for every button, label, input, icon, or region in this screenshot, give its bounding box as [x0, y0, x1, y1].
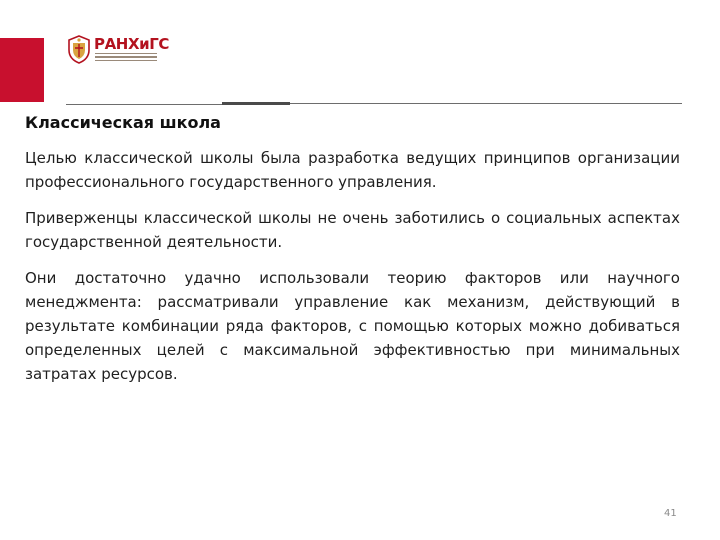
paragraph-social-aspects: Приверженцы классической школы не очень заботились о социальных аспектах государственной деятельности.	[25, 209, 680, 251]
header-divider-accent	[222, 102, 290, 105]
ranepa-logo	[66, 34, 169, 68]
page-number: 41	[664, 508, 677, 519]
paragraph-goal: Целью классической школы была разработка ведущих принципов организации профессионального государственного управления.	[25, 149, 680, 191]
logo-subtitle-lines	[95, 53, 157, 65]
header-divider-left	[66, 104, 222, 105]
slide-content	[25, 113, 680, 398]
paragraph-factors-theory: Они достаточно удачно использовали теорию факторов или научного менеджмента: рассматривали управление как механизм, действующий в результате комбинации ряда факторов, с помощью которых можно добиваться определенных целей с максимальной эффективностью при минимальных затратах ресурсов.	[25, 269, 680, 383]
crest-icon	[66, 34, 92, 64]
header-divider-right	[290, 103, 682, 104]
slide-heading: Классическая школа	[25, 113, 221, 132]
red-accent-bar	[0, 38, 44, 102]
logo-text: РАНХиГС	[94, 35, 169, 53]
